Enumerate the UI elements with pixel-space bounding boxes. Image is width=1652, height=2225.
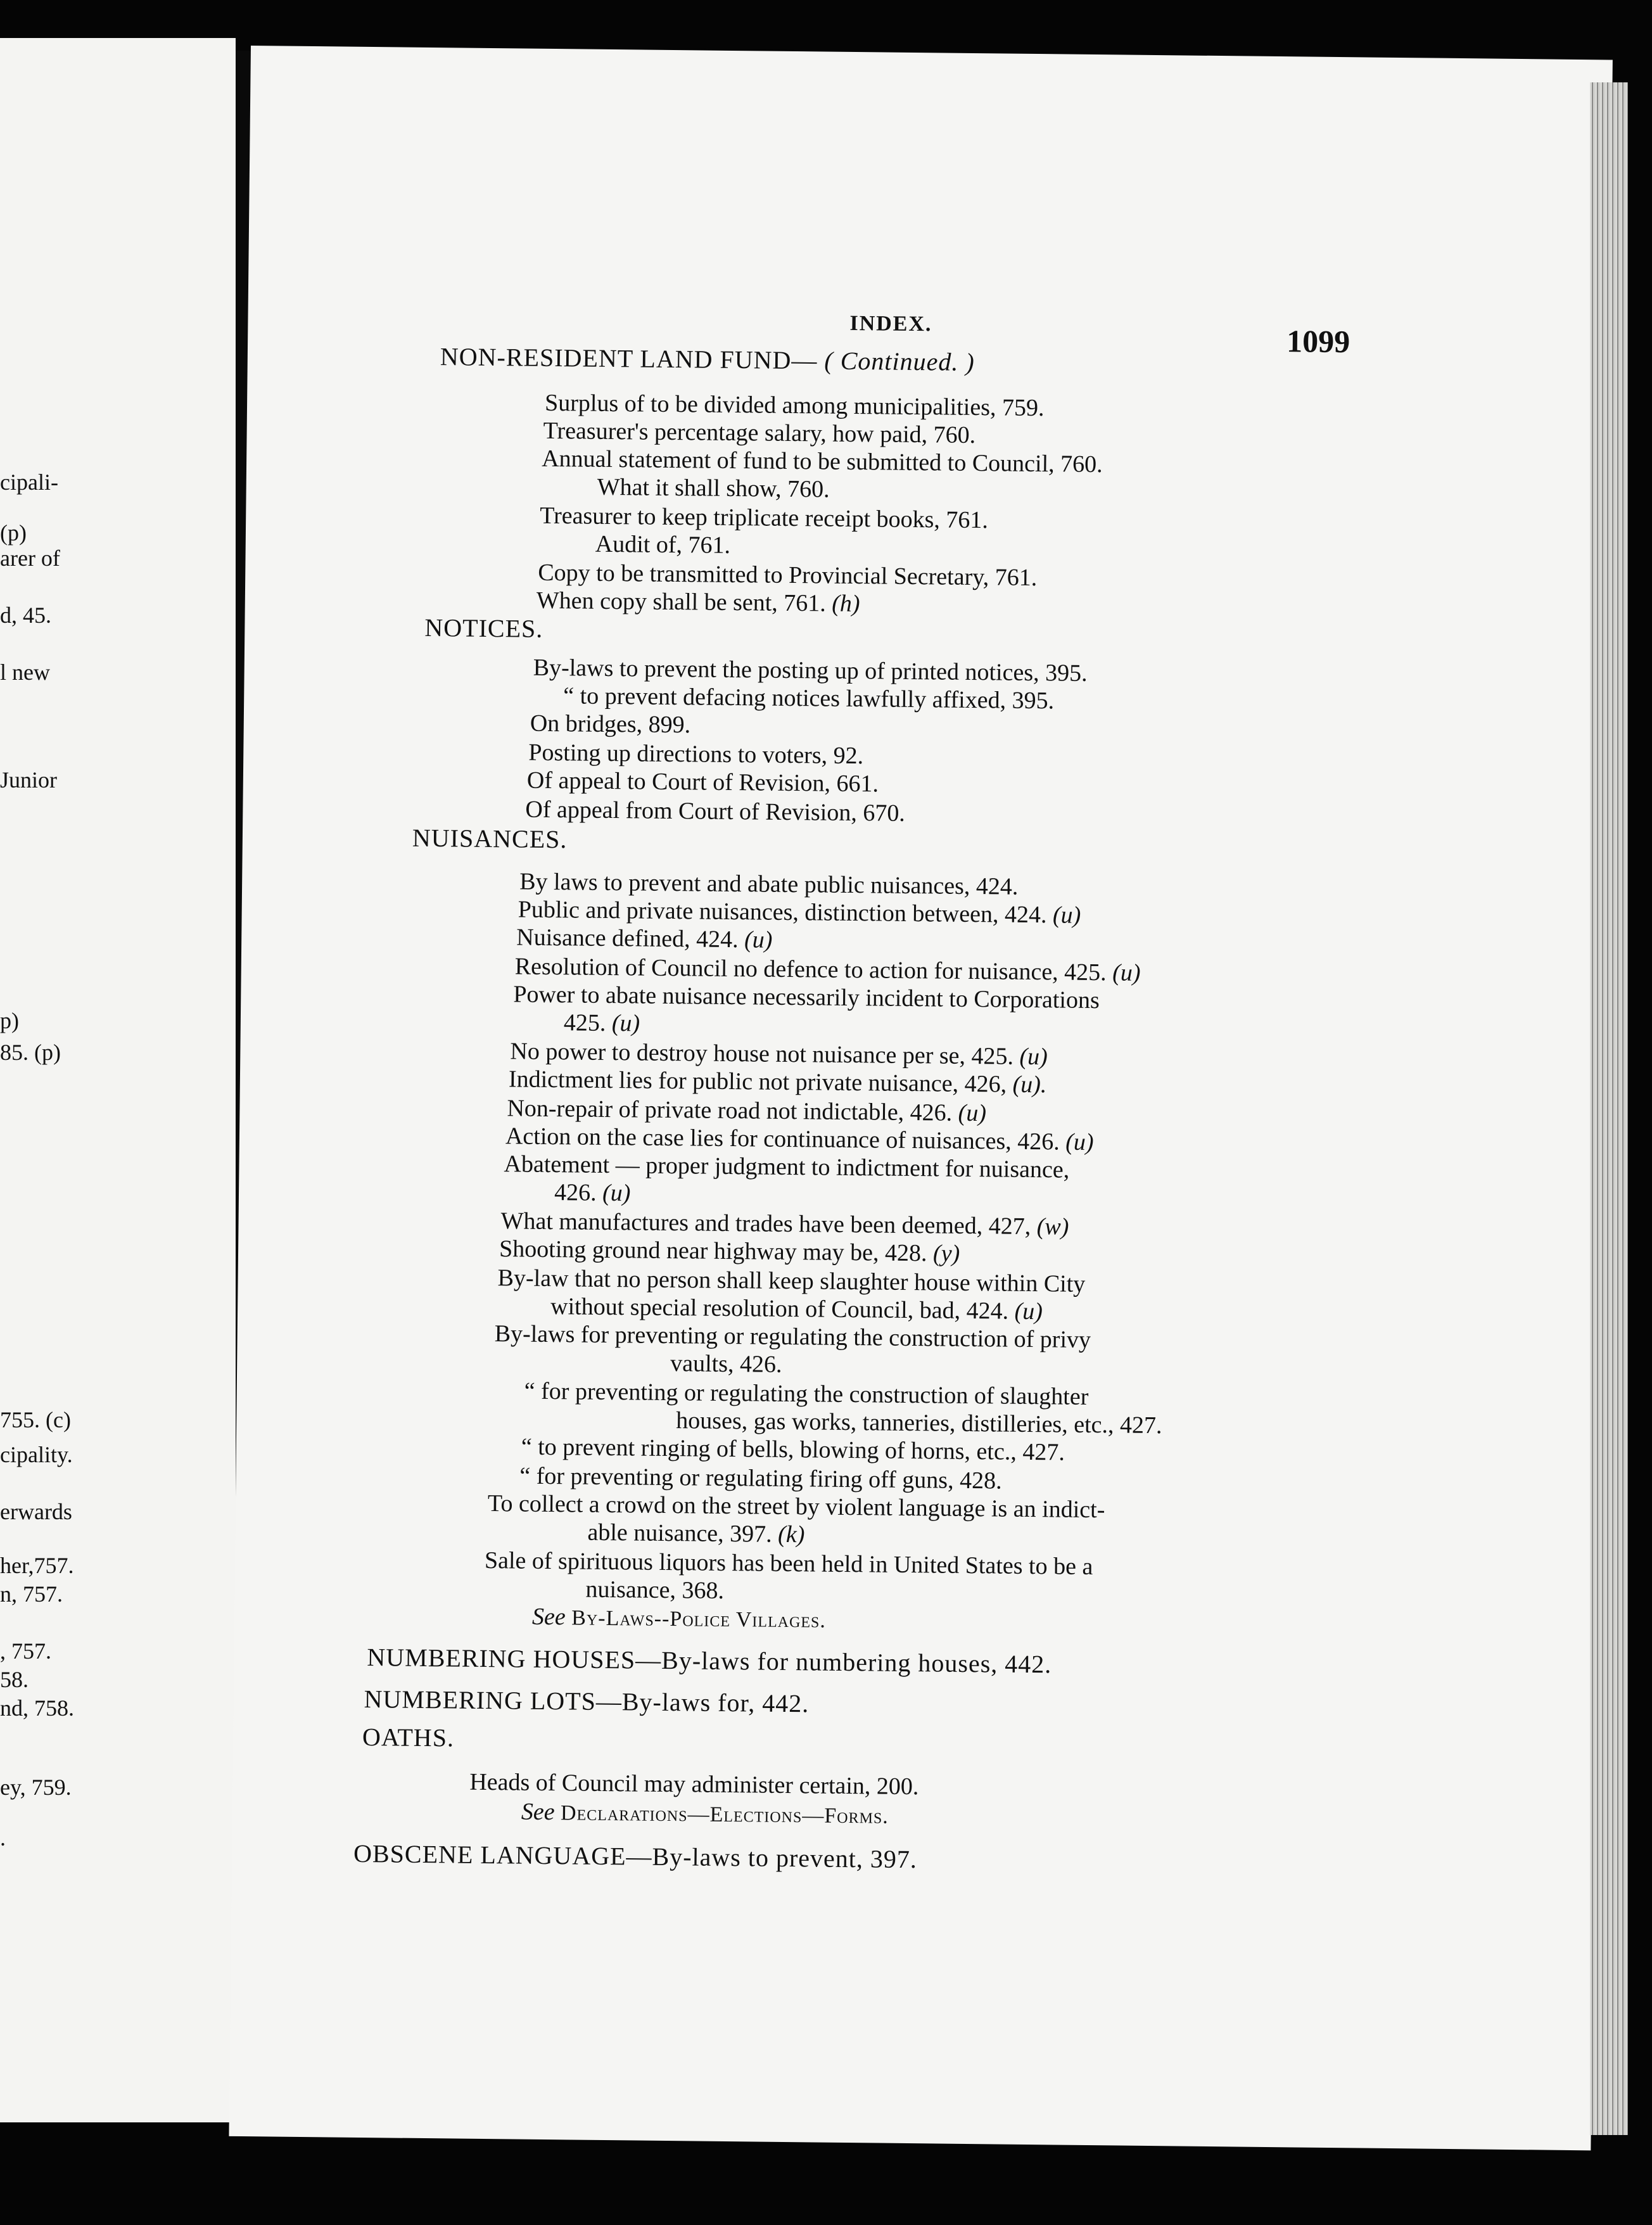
index-entry [676,1408,1162,1438]
entry-note: (h) [825,590,860,618]
index-entry [515,954,1141,985]
cross-reference-target: Declarations—Elections—Forms. [560,1801,889,1828]
entry-text: “ for preventing or regulating firing off guns, 428. [519,1462,1002,1495]
entry-text: When copy shall be sent, 761. [536,587,827,617]
see-prefix: See [531,1603,572,1631]
entry-text: Audit of, 761. [595,530,731,559]
index-entry [530,711,691,737]
entry-text: OBSCENE LANGUAGE—By-laws to prevent, 397. [353,1839,918,1874]
entry-text: By-law that no person shall keep slaughter house within City [497,1265,1086,1297]
entry-text: Posting up directions to voters, 92. [528,739,864,770]
index-entry [585,1578,724,1603]
entry-text: nuisance, 368. [585,1576,725,1604]
left-page-text-fragment: p) [0,1008,19,1033]
entry-text: NOTICES. [424,613,543,643]
entry-text: Of appeal to Court of Revision, 661. [526,767,879,798]
entry-text: Non-repair of private road not indictable, 426. [507,1095,953,1126]
index-entry [507,1096,986,1125]
entry-text: Treasurer to keep triplicate receipt books, 761. [540,502,989,534]
index-entry [518,897,1081,927]
entry-text: On bridges, 899. [530,710,691,739]
entry-text: Surplus of to be divided among municipalities, 759. [544,389,1045,422]
index-entry [497,1266,1085,1296]
entry-text: What manufactures and trades have been deemed, 427, [500,1208,1031,1240]
index-entry [505,1124,1094,1154]
entry-note: (u) [951,1099,987,1127]
entry-text: What it shall show, 760. [597,473,830,503]
entry-text: NUISANCES. [412,823,568,854]
index-entry [519,1464,1002,1493]
entry-text: Annual statement of fund to be submitted to Council, 760. [541,445,1103,478]
index-entry [554,1180,631,1205]
entry-text: Shooting ground near highway may be, 428. [499,1235,927,1267]
entry-note: (u) [596,1179,631,1207]
index-heading [440,344,975,375]
entry-text: vaults, 426. [670,1350,782,1378]
entry-text: Sale of spirituous liquors has been held in United States to be a [484,1546,1093,1581]
entry-text: OATHS. [362,1722,455,1752]
page-number: 1099 [1286,323,1350,360]
entry-note: (u) [1008,1297,1043,1325]
entry-text: Treasurer's percentage salary, how paid, 760. [543,417,976,449]
entry-note: (k) [772,1521,805,1548]
cross-reference-target: By-Laws--Police Villages. [571,1606,827,1633]
entry-text: Abatement — proper judgment to indictment for nuisance, [504,1151,1070,1183]
index-entry [525,798,905,826]
left-page-text-fragment: 755. (c) [0,1407,71,1432]
entry-note: (u) [738,926,773,953]
page-edges [1590,82,1628,2135]
index-cross-reference [532,1605,826,1632]
left-page-text-fragment: n, 757. [0,1581,63,1607]
index-entry [500,1209,1069,1239]
entry-text: By-laws to prevent the posting up of printed notices, 395. [533,654,1088,687]
index-entry [597,475,830,502]
left-page-text-fragment: Junior [0,767,57,793]
left-page-text-fragment: erwards [0,1499,72,1524]
index-entry [545,391,1045,420]
index-entry [537,589,860,616]
index-entry [469,1770,919,1799]
entry-note: (u) [1046,902,1081,929]
left-page-text-fragment: 85. (p) [0,1040,61,1065]
index-entry [542,447,1103,476]
left-page-text-fragment: (p) [0,520,27,545]
index-cross-reference [521,1800,889,1828]
index-heading [412,823,568,854]
index-entry [533,656,1088,685]
entry-text: NON-RESIDENT LAND FUND— [440,342,818,375]
left-page-text-fragment: , 757. [0,1638,51,1664]
entry-text: No power to destroy house not nuisance per se, 425. [510,1038,1014,1070]
index-entry [519,870,1019,899]
see-prefix: See [521,1798,561,1826]
index-heading [362,1722,455,1752]
index-entry [587,1521,804,1547]
entry-text: “ to prevent defacing notices lawfully affixed, 395. [563,682,1055,715]
index-entry [528,741,863,768]
index-entry [540,504,988,532]
index-entry [543,419,975,447]
index-entry [521,1435,1065,1465]
entry-text: 425. [563,1009,606,1036]
index-entry [550,1294,1043,1323]
index-entry [485,1548,1093,1579]
left-page-text-fragment: arer of [0,545,60,571]
entry-text: able nuisance, 397. [587,1519,772,1548]
entry-note: (u) [1106,959,1141,986]
index-entry [499,1237,960,1266]
entry-text: Public and private nuisances, distinction between, 424. [518,896,1047,929]
entry-note: (u) [1013,1043,1048,1071]
index-heading [353,1841,917,1872]
left-page-text-fragment: l new [0,660,50,685]
index-entry [516,925,773,952]
index-entry [504,1152,1069,1182]
index-entry [488,1491,1105,1522]
entry-text: houses, gas works, tanneries, distilleries, etc., 427. [676,1407,1162,1439]
entry-text: Of appeal from Court of Revision, 670. [525,796,906,827]
entry-text: 426. [554,1179,597,1206]
entry-text: Action on the case lies for continuance of nuisances, 426. [505,1123,1060,1156]
index-entry [527,768,879,796]
index-heading [424,615,543,642]
entry-note: (u) [1059,1128,1094,1156]
index-entry [670,1351,782,1377]
entry-text: Resolution of Council no defence to action for nuisance, 425. [514,953,1107,986]
entry-text: To collect a crowd on the street by violent language is an indict- [487,1490,1105,1524]
index-entry [538,561,1037,590]
left-page-text-fragment: cipality. [0,1442,73,1467]
entry-text: Copy to be transmitted to Provincial Secretary, 761. [538,559,1038,592]
entry-text: Heads of Council may administer certain, 200. [469,1768,919,1801]
index-entry [564,1010,640,1035]
index-entry [513,982,1100,1012]
index-entry [563,684,1054,713]
left-page-text-fragment: her,757. [0,1553,74,1578]
entry-note: ( Continued. ) [817,346,975,376]
left-page-text-fragment: ey, 759. [0,1775,72,1800]
index-heading [367,1645,1052,1677]
entry-note: (w) [1031,1213,1069,1240]
index-entry [495,1322,1091,1352]
left-page-text-fragment: d, 45. [0,602,51,628]
entry-text: By laws to prevent and abate public nuisances, 424. [519,868,1019,900]
entry-text: Indictment lies for public not private nuisance, 426, [508,1066,1007,1098]
left-page-text-fragment: nd, 758. [0,1695,74,1721]
left-page-text-fragment: . [0,1825,6,1851]
entry-text: “ for preventing or regulating the construction of slaughter [524,1377,1089,1410]
left-page-text-fragment: 58. [0,1667,29,1692]
entry-note: (u). [1006,1071,1047,1099]
left-page-fragment [0,38,236,2122]
index-entry [510,1039,1048,1069]
entry-text: “ to prevent ringing of bells, blowing of horns, etc., 427. [521,1433,1065,1466]
entry-text: without special resolution of Council, bad, 424. [550,1293,1009,1325]
entry-text: NUMBERING HOUSES—By-laws for numbering houses, 442. [367,1643,1052,1679]
entry-text: By-laws for preventing or regulating the construction of privy [494,1320,1091,1353]
entry-note: (u) [606,1009,640,1037]
entry-note: (y) [927,1240,960,1267]
index-page [229,46,1612,2150]
index-entry [595,532,731,558]
running-head: INDEX. [849,311,932,336]
entry-text: Power to abate nuisance necessarily incident to Corporations [513,981,1100,1014]
index-entry [524,1379,1089,1409]
index-entry [509,1067,1047,1097]
entry-text: Nuisance defined, 424. [516,924,739,953]
index-heading [364,1686,809,1716]
entry-text: NUMBERING LOTS—By-laws for, 442. [364,1685,810,1718]
left-page-text-fragment: cipali- [0,469,58,495]
